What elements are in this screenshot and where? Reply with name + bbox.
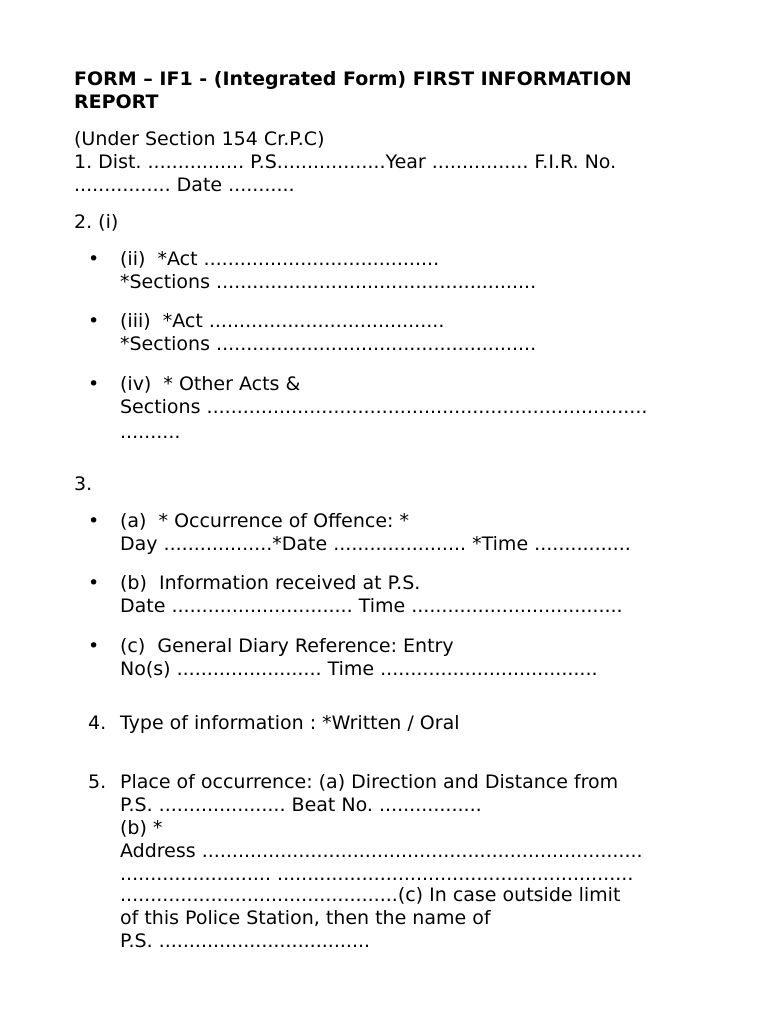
item-3-label: 3. [74, 473, 93, 495]
item-3-c-line-1: (c) General Diary Reference: Entry [120, 635, 454, 657]
item-3-b-line-2: Date .............................. Time ................................... [120, 595, 623, 617]
item-5-line-7: of this Police Station, then the name of [120, 907, 491, 929]
bullet-icon: • [88, 510, 100, 532]
item-5-number: 5. [88, 771, 107, 793]
bullet-icon: • [88, 310, 100, 332]
item-2-iii-line-2: *Sections ..................................................... [120, 333, 537, 355]
item-1-line-1: 1. Dist. ................ P.S..................Year ................ F.I.R. No. [74, 151, 617, 173]
item-5-line-3: (b) * [120, 817, 163, 839]
form-title-line-1: FORM – IF1 - (Integrated Form) FIRST INFORMATION [74, 68, 632, 90]
item-2-iv-line-1: (iv) * Other Acts & [120, 373, 301, 395]
item-4-number: 4. [88, 712, 107, 734]
item-2-iii-line-1: (iii) *Act ....................................... [120, 310, 445, 332]
form-subtitle: (Under Section 154 Cr.P.C) [74, 128, 325, 150]
item-2-iv-line-2: Sections ......................................................................... [120, 396, 648, 418]
bullet-icon: • [88, 635, 100, 657]
bullet-icon: • [88, 572, 100, 594]
item-5-line-5: ......................... ........................................................... [120, 863, 634, 885]
bullet-icon: • [88, 373, 100, 395]
item-2-ii-line-1: (ii) *Act ....................................... [120, 248, 440, 270]
item-1-line-2: ................ Date ........... [74, 174, 295, 196]
item-3-c-line-2: No(s) ........................ Time .................................... [120, 658, 598, 680]
item-4-text: Type of information : *Written / Oral [120, 712, 460, 734]
item-2-ii-line-2: *Sections ..................................................... [120, 271, 537, 293]
item-3-b-line-1: (b) Information received at P.S. [120, 572, 421, 594]
item-5-line-1: Place of occurrence: (a) Direction and Distance from [120, 771, 619, 793]
bullet-icon: • [88, 248, 100, 270]
form-title-line-2: REPORT [74, 91, 159, 113]
item-2-iv-line-3: .......... [120, 421, 181, 443]
item-2-label: 2. (i) [74, 211, 119, 233]
item-3-a-line-1: (a) * Occurrence of Offence: * [120, 510, 409, 532]
item-5-line-2: P.S. ..................... Beat No. ................. [120, 794, 482, 816]
item-3-a-line-2: Day ..................*Date ...................... *Time ................ [120, 533, 631, 555]
item-5-line-6: ..............................................(c) In case outside limit [120, 884, 621, 906]
item-5-line-4: Address ......................................................................... [120, 840, 643, 862]
item-5-line-8: P.S. ................................... [120, 930, 371, 952]
